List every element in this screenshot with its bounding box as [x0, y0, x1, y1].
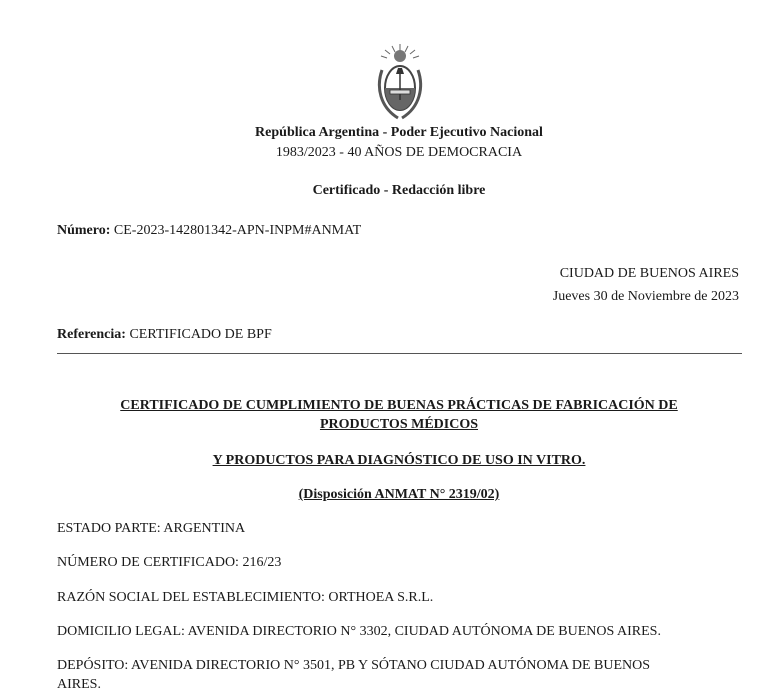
field-razon-social: RAZÓN SOCIAL DEL ESTABLECIMIENTO: ORTHOEA S.R.L. — [57, 590, 434, 605]
referencia-row — [57, 327, 272, 343]
field-domicilio-legal: DOMICILIO LEGAL: AVENIDA DIRECTORIO N° 3302, CIUDAD AUTÓNOMA DE BUENOS AIRES. — [57, 624, 661, 639]
divider — [57, 353, 742, 354]
document-type: Certificado - Redacción libre — [312, 183, 486, 198]
field-deposito: DEPÓSITO: AVENIDA DIRECTORIO N° 3501, PB Y SÓTANO CIUDAD AUTÓNOMA DE BUENOS — [57, 658, 651, 673]
title-line-3: Y PRODUCTOS PARA DIAGNÓSTICO DE USO IN VITRO. — [212, 453, 586, 468]
title-line-1: CERTIFICADO DE CUMPLIMIENTO DE BUENAS PRÁCTICAS DE FABRICACIÓN DE — [120, 398, 678, 413]
referencia-label: Referencia: — [57, 327, 126, 342]
field-deposito-cont: AIRES. — [57, 677, 101, 692]
date: Jueves 30 de Noviembre de 2023 — [552, 289, 739, 304]
header-line-2: 1983/2023 - 40 AÑOS DE DEMOCRACIA — [275, 145, 523, 160]
argentina-coat-of-arms-icon — [372, 42, 428, 122]
numero-label: Número: — [57, 223, 111, 238]
numero-row — [57, 223, 361, 239]
referencia-value: CERTIFICADO DE BPF — [129, 327, 272, 342]
field-estado-parte: ESTADO PARTE: ARGENTINA — [57, 521, 246, 536]
city: CIUDAD DE BUENOS AIRES — [559, 266, 739, 281]
title-line-4: (Disposición ANMAT N° 2319/02) — [298, 487, 500, 502]
title-line-2: PRODUCTOS MÉDICOS — [319, 417, 479, 432]
field-numero-certificado: NÚMERO DE CERTIFICADO: 216/23 — [57, 555, 282, 570]
header-line-1: República Argentina - Poder Ejecutivo Nacional — [255, 125, 543, 140]
numero-value: CE-2023-142801342-APN-INPM#ANMAT — [113, 223, 362, 238]
